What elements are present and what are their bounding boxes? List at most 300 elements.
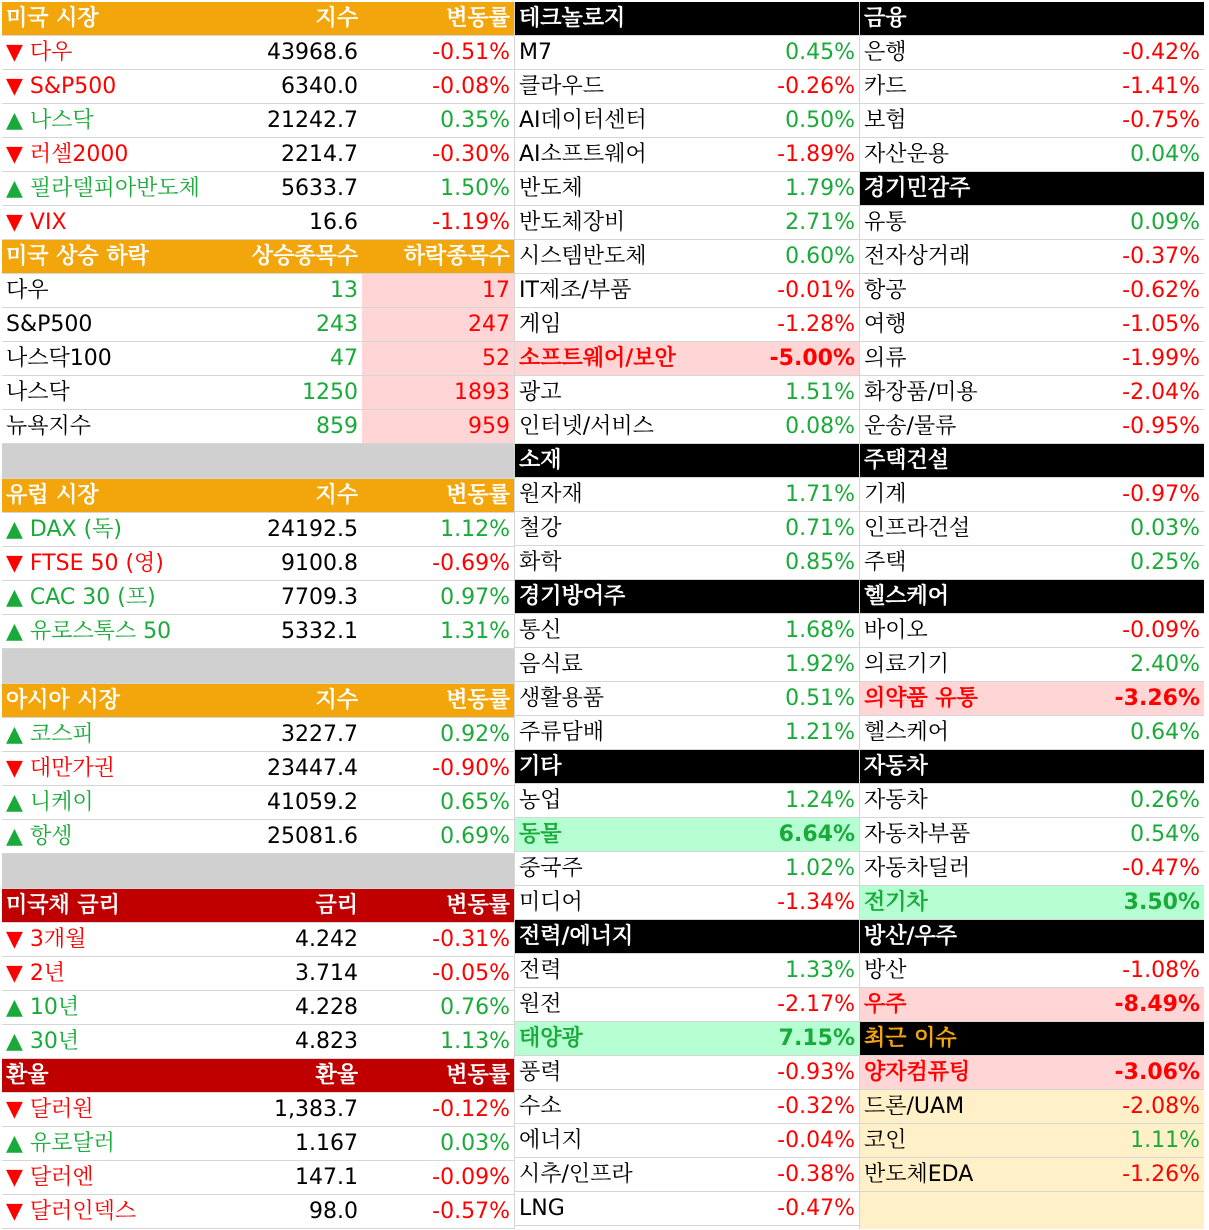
sector-change: 1.51% bbox=[785, 379, 855, 405]
sector-row bbox=[860, 1056, 1204, 1090]
sector-name: 자산운용 bbox=[864, 141, 950, 167]
row-value: 4.228 bbox=[295, 994, 358, 1020]
sector-name: 광고 bbox=[519, 379, 562, 405]
row-label: ▼ 달러엔 bbox=[6, 1164, 94, 1190]
header-cell: 자동차 bbox=[864, 753, 928, 779]
sector-row bbox=[860, 240, 1204, 274]
row-change: -0.12% bbox=[432, 1096, 510, 1122]
sector-name: 농업 bbox=[519, 787, 562, 813]
section-header bbox=[515, 750, 859, 784]
header-cell: 최근 이슈 bbox=[864, 1025, 957, 1051]
sector-name: 유통 bbox=[864, 209, 907, 235]
header-cell: 변동률 bbox=[446, 1062, 510, 1088]
sector-change: 7.15% bbox=[778, 1025, 855, 1051]
sector-change: 2.40% bbox=[1130, 651, 1200, 677]
row-value: 98.0 bbox=[309, 1198, 358, 1224]
sector-name: 원자재 bbox=[519, 481, 583, 507]
sector-change: 0.54% bbox=[1130, 821, 1200, 847]
header-cell: 경기민감주 bbox=[864, 175, 971, 201]
sector-name: 항공 bbox=[864, 277, 907, 303]
market-row bbox=[2, 138, 514, 172]
sector-row bbox=[515, 104, 859, 138]
market-row bbox=[2, 957, 514, 991]
sector-change: 2.71% bbox=[785, 209, 855, 235]
header-cell: 전력/에너지 bbox=[519, 923, 634, 949]
row-change: 959 bbox=[362, 410, 514, 444]
header-cell: 상승종목수 bbox=[251, 243, 358, 269]
header-cell: 변동률 bbox=[446, 892, 510, 918]
sector-row bbox=[860, 410, 1204, 444]
sector-row bbox=[515, 1022, 859, 1056]
market-row bbox=[2, 581, 514, 615]
row-change: -0.31% bbox=[432, 926, 510, 952]
sector-row bbox=[515, 308, 859, 342]
row-change: -0.90% bbox=[432, 755, 510, 781]
sector-row bbox=[515, 274, 859, 308]
sector-row bbox=[860, 648, 1204, 682]
market-row bbox=[2, 36, 514, 70]
sector-name: 소프트웨어/보안 bbox=[519, 345, 676, 371]
sector-change: 0.08% bbox=[785, 413, 855, 439]
sector-row bbox=[860, 682, 1204, 716]
row-value: 43968.6 bbox=[267, 39, 358, 65]
header-cell: 테크놀로지 bbox=[519, 5, 626, 31]
row-change: 0.76% bbox=[440, 994, 510, 1020]
sector-name: 기계 bbox=[864, 481, 907, 507]
market-dashboard bbox=[2, 2, 1206, 1226]
header-cell bbox=[749, 750, 859, 784]
row-value: 16.6 bbox=[309, 209, 358, 235]
sector-change: 1.79% bbox=[785, 175, 855, 201]
sector-change: 0.09% bbox=[1130, 209, 1200, 235]
sector-name: 운송/물류 bbox=[864, 413, 957, 439]
sector-change: 0.50% bbox=[785, 107, 855, 133]
sector-change: -1.08% bbox=[1122, 957, 1200, 983]
sector-change: -2.08% bbox=[1122, 1093, 1200, 1119]
sector-name: 여행 bbox=[864, 311, 907, 337]
sector-name: 헬스케어 bbox=[864, 719, 950, 745]
sector-row bbox=[515, 716, 859, 750]
sector-name: 의료기기 bbox=[864, 651, 950, 677]
sector-name: 전력 bbox=[519, 957, 562, 983]
section-header bbox=[860, 444, 1204, 478]
sector-change: 6.64% bbox=[778, 821, 855, 847]
row-label: ▼ VIX bbox=[6, 209, 67, 235]
row-change: 247 bbox=[362, 308, 514, 342]
sector-row bbox=[860, 36, 1204, 70]
row-value: 147.1 bbox=[295, 1164, 358, 1190]
sector-change: -0.75% bbox=[1122, 107, 1200, 133]
sector-name: 반도체 bbox=[519, 175, 583, 201]
market-row bbox=[2, 991, 514, 1025]
section-header bbox=[860, 580, 1204, 614]
header-cell: 미국채 금리 bbox=[6, 892, 120, 918]
sector-row bbox=[515, 138, 859, 172]
market-row bbox=[2, 820, 514, 854]
sector-row bbox=[860, 1090, 1204, 1124]
sector-name: 생활용품 bbox=[519, 685, 605, 711]
sector-name: AI소프트웨어 bbox=[519, 141, 647, 167]
header-cell: 환율 bbox=[6, 1062, 49, 1088]
header-cell: 지수 bbox=[315, 687, 358, 713]
header-cell: 지수 bbox=[315, 5, 358, 31]
sector-row bbox=[860, 70, 1204, 104]
sector-row bbox=[860, 886, 1204, 920]
market-row bbox=[2, 615, 514, 649]
sector-change: 0.25% bbox=[1130, 549, 1200, 575]
sector-change: -0.62% bbox=[1122, 277, 1200, 303]
sector-row bbox=[515, 376, 859, 410]
sector-row bbox=[860, 206, 1204, 240]
section-header bbox=[2, 684, 514, 718]
sector-change: -1.05% bbox=[1122, 311, 1200, 337]
sector-change: 0.51% bbox=[785, 685, 855, 711]
sector-row bbox=[515, 36, 859, 70]
sector-row bbox=[860, 274, 1204, 308]
sector-name: AI데이터센터 bbox=[519, 107, 647, 133]
sector-row bbox=[515, 1192, 859, 1226]
sector-row bbox=[860, 614, 1204, 648]
row-change: -0.08% bbox=[432, 73, 510, 99]
market-row bbox=[2, 786, 514, 820]
sector-row bbox=[515, 206, 859, 240]
sector-row bbox=[860, 818, 1204, 852]
header-cell: 주택건설 bbox=[864, 447, 950, 473]
header-cell: 금리 bbox=[315, 892, 358, 918]
header-cell: 경기방어주 bbox=[519, 583, 626, 609]
sector-row bbox=[515, 240, 859, 274]
header-cell bbox=[749, 580, 859, 614]
sector-change: -0.95% bbox=[1122, 413, 1200, 439]
row-value: 21242.7 bbox=[267, 107, 358, 133]
section-header bbox=[2, 1059, 514, 1093]
row-label: ▼ 3개월 bbox=[6, 926, 87, 952]
row-label: ▲ CAC 30 (프) bbox=[6, 584, 156, 610]
sector-name: 시추/인프라 bbox=[519, 1161, 633, 1187]
row-value: 25081.6 bbox=[267, 823, 358, 849]
row-label: ▼ 달러인덱스 bbox=[6, 1198, 137, 1224]
market-row bbox=[2, 1161, 514, 1195]
sector-change: -0.37% bbox=[1122, 243, 1200, 269]
market-row bbox=[2, 1025, 514, 1059]
market-row bbox=[2, 547, 514, 581]
row-value: 4.242 bbox=[295, 926, 358, 952]
row-label: 다우 bbox=[6, 277, 49, 303]
header-cell: 변동률 bbox=[446, 5, 510, 31]
header-cell bbox=[1094, 1022, 1204, 1056]
sector-column-1 bbox=[514, 2, 859, 1229]
row-value: 3.714 bbox=[295, 960, 358, 986]
header-cell: 미국 상승 하락 bbox=[6, 243, 149, 269]
section-header bbox=[2, 240, 514, 274]
market-row bbox=[2, 1127, 514, 1161]
row-change: 1893 bbox=[362, 376, 514, 410]
row-change: -0.57% bbox=[432, 1198, 510, 1224]
sector-change: -0.47% bbox=[777, 1195, 855, 1221]
sector-change: 0.04% bbox=[1130, 141, 1200, 167]
sector-name: 시스템반도체 bbox=[519, 243, 647, 269]
sector-name: 전자상거래 bbox=[864, 243, 971, 269]
row-change: 1.12% bbox=[440, 516, 510, 542]
market-row bbox=[2, 410, 514, 444]
market-row bbox=[2, 752, 514, 786]
sector-change: -0.93% bbox=[777, 1059, 855, 1085]
sector-name: 음식료 bbox=[519, 651, 583, 677]
sector-row bbox=[515, 784, 859, 818]
sector-change: -3.26% bbox=[1114, 685, 1200, 711]
sector-row bbox=[515, 172, 859, 206]
sector-change: 0.64% bbox=[1130, 719, 1200, 745]
sector-change: -0.42% bbox=[1122, 39, 1200, 65]
row-label: ▲ DAX (독) bbox=[6, 516, 122, 542]
sector-name: 의류 bbox=[864, 345, 907, 371]
row-label: ▼ 2년 bbox=[6, 960, 66, 986]
sector-change: 0.45% bbox=[785, 39, 855, 65]
section-header bbox=[515, 580, 859, 614]
row-change: 0.97% bbox=[440, 584, 510, 610]
sector-change: -2.17% bbox=[777, 991, 855, 1017]
sector-row bbox=[860, 988, 1204, 1022]
sector-name: 태양광 bbox=[519, 1025, 583, 1051]
market-row bbox=[2, 923, 514, 957]
sector-name: 의약품 유통 bbox=[864, 685, 978, 711]
spacer-row bbox=[2, 444, 514, 479]
sector-name: IT제조/부품 bbox=[519, 277, 632, 303]
row-change: -0.09% bbox=[432, 1164, 510, 1190]
market-row bbox=[2, 274, 514, 308]
row-label: ▼ 달러원 bbox=[6, 1096, 94, 1122]
sector-name: 드론/UAM bbox=[864, 1093, 965, 1119]
sector-row bbox=[515, 1090, 859, 1124]
sector-change: -1.28% bbox=[777, 311, 855, 337]
sector-name: 게임 bbox=[519, 311, 562, 337]
row-change: 0.65% bbox=[440, 789, 510, 815]
sector-name: 화학 bbox=[519, 549, 562, 575]
row-change: -0.51% bbox=[432, 39, 510, 65]
header-cell: 변동률 bbox=[446, 482, 510, 508]
sector-name: 주택 bbox=[864, 549, 907, 575]
sector-name: 은행 bbox=[864, 39, 907, 65]
sector-name: 주류담배 bbox=[519, 719, 605, 745]
sector-name: 통신 bbox=[519, 617, 562, 643]
sector-row bbox=[860, 512, 1204, 546]
sector-change: -0.01% bbox=[777, 277, 855, 303]
row-value: 1.167 bbox=[295, 1130, 358, 1156]
left-column bbox=[2, 2, 514, 1229]
row-value: 24192.5 bbox=[267, 516, 358, 542]
row-change: 1.13% bbox=[440, 1028, 510, 1054]
sector-row bbox=[860, 1158, 1204, 1192]
row-value: 1,383.7 bbox=[274, 1096, 358, 1122]
sector-name: 풍력 bbox=[519, 1059, 562, 1085]
sector-name: 보험 bbox=[864, 107, 907, 133]
section-header bbox=[860, 172, 1204, 206]
sector-change: -1.89% bbox=[777, 141, 855, 167]
sector-change: 3.50% bbox=[1123, 889, 1200, 915]
sector-change: -1.41% bbox=[1122, 73, 1200, 99]
header-cell bbox=[1094, 2, 1204, 36]
row-label: 나스닥 bbox=[6, 379, 70, 405]
market-row bbox=[2, 308, 514, 342]
row-label: ▲ 10년 bbox=[6, 994, 80, 1020]
sector-change: 1.68% bbox=[785, 617, 855, 643]
header-cell bbox=[1094, 750, 1204, 784]
section-header bbox=[2, 889, 514, 923]
sector-row bbox=[515, 614, 859, 648]
sector-row bbox=[860, 954, 1204, 988]
row-value: 1250 bbox=[302, 379, 358, 405]
sector-row bbox=[860, 716, 1204, 750]
market-row bbox=[2, 104, 514, 138]
sector-row bbox=[515, 1124, 859, 1158]
market-row bbox=[2, 206, 514, 240]
section-header bbox=[860, 920, 1204, 954]
header-cell: 변동률 bbox=[446, 687, 510, 713]
market-row bbox=[2, 342, 514, 376]
row-label: ▼ FTSE 50 (영) bbox=[6, 550, 164, 576]
sector-row bbox=[860, 138, 1204, 172]
section-header bbox=[860, 2, 1204, 36]
header-cell bbox=[749, 444, 859, 478]
row-change: 52 bbox=[362, 342, 514, 376]
row-label: ▲ 필라델피아반도체 bbox=[6, 175, 200, 201]
sector-row bbox=[515, 818, 859, 852]
header-cell: 헬스케어 bbox=[864, 583, 950, 609]
header-cell bbox=[749, 920, 859, 954]
sector-name: 화장품/미용 bbox=[864, 379, 978, 405]
header-cell: 금융 bbox=[864, 5, 907, 31]
row-value: 3227.7 bbox=[281, 721, 358, 747]
sector-row bbox=[515, 1056, 859, 1090]
sector-name: 양자컴퓨팅 bbox=[864, 1059, 971, 1085]
sector-change: 1.02% bbox=[785, 855, 855, 881]
row-value: 859 bbox=[316, 413, 358, 439]
sector-name: 전기차 bbox=[864, 889, 928, 915]
market-row bbox=[2, 70, 514, 104]
sector-row bbox=[515, 988, 859, 1022]
section-header bbox=[515, 920, 859, 954]
header-cell bbox=[1094, 172, 1204, 206]
row-change: 0.92% bbox=[440, 721, 510, 747]
sector-row bbox=[860, 546, 1204, 580]
row-change: 0.03% bbox=[440, 1130, 510, 1156]
row-value: 7709.3 bbox=[281, 584, 358, 610]
sector-row bbox=[515, 70, 859, 104]
sector-name: 코인 bbox=[864, 1127, 907, 1153]
row-label: ▼ S&P500 bbox=[6, 73, 117, 99]
sector-name: 에너지 bbox=[519, 1127, 583, 1153]
header-cell bbox=[749, 2, 859, 36]
row-label: 뉴욕지수 bbox=[6, 413, 92, 439]
row-label: ▲ 유로스톡스 50 bbox=[6, 618, 172, 644]
sector-change: 0.85% bbox=[785, 549, 855, 575]
sector-row bbox=[860, 308, 1204, 342]
sector-row bbox=[515, 648, 859, 682]
row-label: ▼ 러셀2000 bbox=[6, 141, 129, 167]
sector-row bbox=[860, 852, 1204, 886]
sector-name: 자동차부품 bbox=[864, 821, 971, 847]
row-value: 6340.0 bbox=[281, 73, 358, 99]
section-header bbox=[860, 1022, 1204, 1056]
sector-change: 1.71% bbox=[785, 481, 855, 507]
sector-row bbox=[515, 478, 859, 512]
sector-name: 인터넷/서비스 bbox=[519, 413, 654, 439]
row-label: ▼ 다우 bbox=[6, 39, 73, 65]
row-label: 나스닥100 bbox=[6, 345, 112, 371]
header-cell: 소재 bbox=[519, 447, 562, 473]
sector-change: -0.47% bbox=[1122, 855, 1200, 881]
sector-row bbox=[515, 410, 859, 444]
sector-row bbox=[515, 1158, 859, 1192]
row-change: 0.35% bbox=[440, 107, 510, 133]
sector-row bbox=[515, 342, 859, 376]
sector-row bbox=[515, 886, 859, 920]
market-row bbox=[2, 1195, 514, 1229]
sector-name: 자동차 bbox=[864, 787, 928, 813]
row-value: 4.823 bbox=[295, 1028, 358, 1054]
row-value: 13 bbox=[330, 277, 358, 303]
sector-change: -8.49% bbox=[1114, 991, 1200, 1017]
sector-name: 미디어 bbox=[519, 889, 583, 915]
sector-change: -1.99% bbox=[1122, 345, 1200, 371]
section-header bbox=[515, 444, 859, 478]
sector-name: M7 bbox=[519, 39, 552, 65]
section-header bbox=[2, 479, 514, 513]
header-cell: 아시아 시장 bbox=[6, 687, 120, 713]
sector-row bbox=[515, 852, 859, 886]
row-label: ▲ 나스닥 bbox=[6, 107, 94, 133]
sector-row bbox=[860, 376, 1204, 410]
sector-change: 0.60% bbox=[785, 243, 855, 269]
section-header bbox=[2, 2, 514, 36]
sector-name: 반도체장비 bbox=[519, 209, 626, 235]
header-cell: 기타 bbox=[519, 753, 562, 779]
sector-row bbox=[515, 512, 859, 546]
header-cell: 지수 bbox=[315, 482, 358, 508]
sector-row bbox=[860, 784, 1204, 818]
row-label: ▲ 유로달러 bbox=[6, 1130, 115, 1156]
header-cell bbox=[1094, 920, 1204, 954]
sector-row bbox=[860, 342, 1204, 376]
header-cell: 방산/우주 bbox=[864, 923, 958, 949]
section-header bbox=[860, 750, 1204, 784]
sector-change: -0.38% bbox=[777, 1161, 855, 1187]
row-change: -0.30% bbox=[432, 141, 510, 167]
sector-change: 1.33% bbox=[785, 957, 855, 983]
sector-row bbox=[515, 546, 859, 580]
sector-change: 0.71% bbox=[785, 515, 855, 541]
sector-change: 1.24% bbox=[785, 787, 855, 813]
row-label: ▼ 대만가권 bbox=[6, 755, 115, 781]
sector-name: 바이오 bbox=[864, 617, 928, 643]
header-cell: 유럽 시장 bbox=[6, 482, 99, 508]
row-label: S&P500 bbox=[6, 311, 93, 337]
row-value: 9100.8 bbox=[281, 550, 358, 576]
section-header bbox=[515, 2, 859, 36]
row-label: ▲ 항셍 bbox=[6, 823, 73, 849]
sector-name: 클라우드 bbox=[519, 73, 605, 99]
row-change: 1.31% bbox=[440, 618, 510, 644]
header-cell: 하락종목수 bbox=[403, 243, 510, 269]
header-cell: 미국 시장 bbox=[6, 5, 99, 31]
sector-name: 중국주 bbox=[519, 855, 583, 881]
sector-change: -2.04% bbox=[1122, 379, 1200, 405]
sector-row bbox=[515, 954, 859, 988]
sector-change: -1.34% bbox=[777, 889, 855, 915]
row-change: -1.19% bbox=[432, 209, 510, 235]
sector-change: -0.26% bbox=[777, 73, 855, 99]
sector-change: 1.21% bbox=[785, 719, 855, 745]
